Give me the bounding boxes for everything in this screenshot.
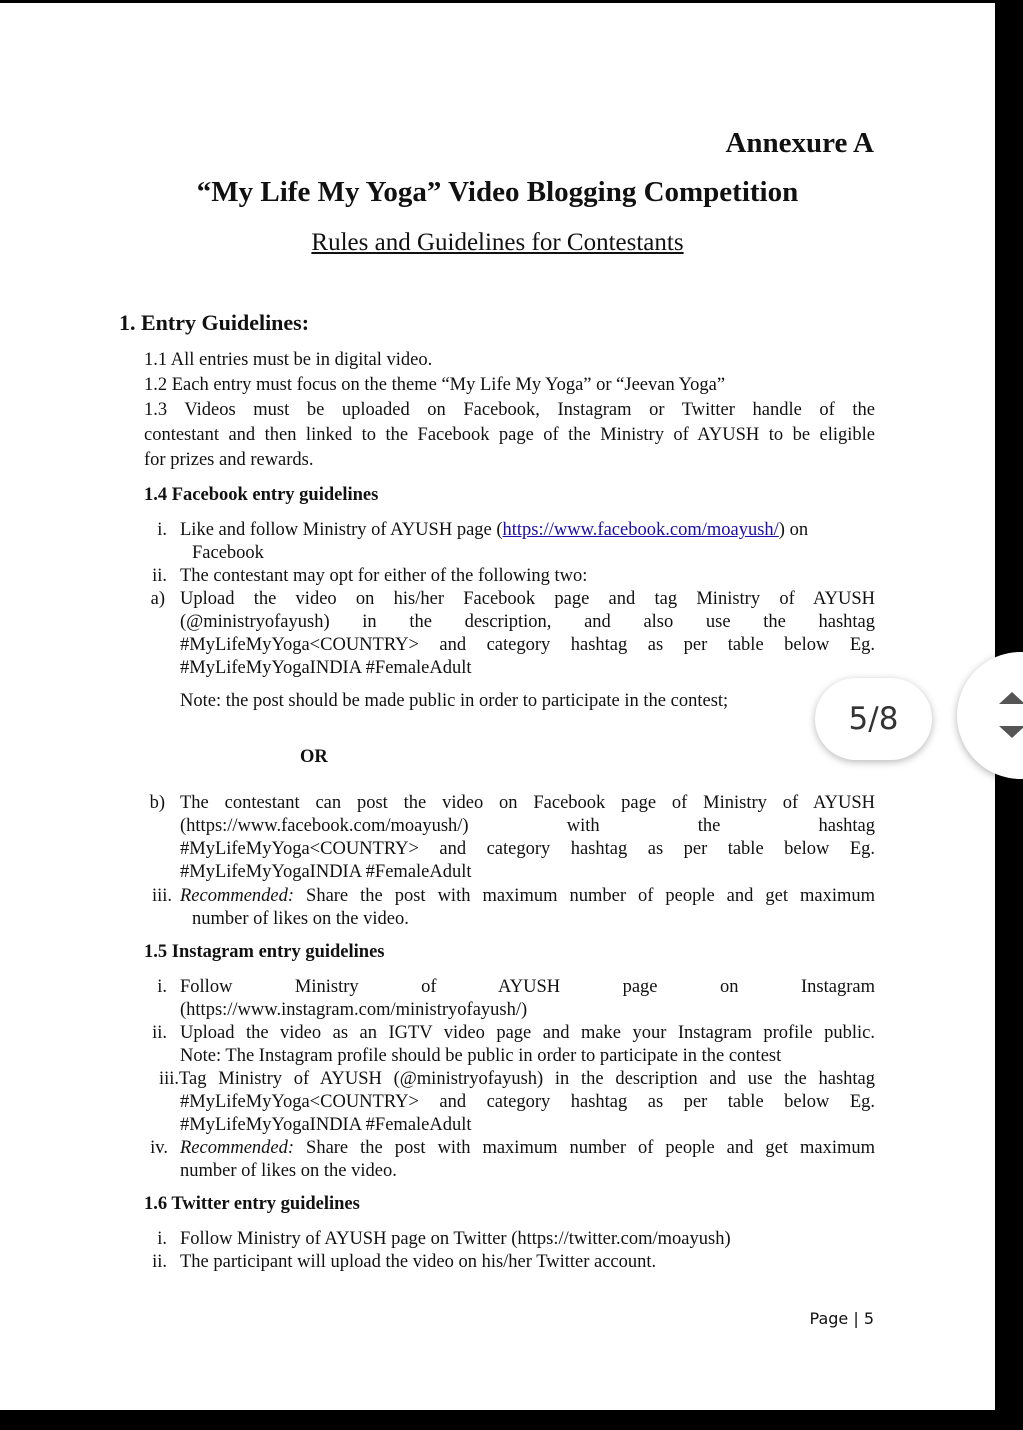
instagram-item-iii-line-3: #MyLifeMyYogaINDIA #FemaleAdult bbox=[180, 1115, 472, 1135]
instagram-item-iv-text: Share the post with maximum number of people and get maximum bbox=[294, 1138, 875, 1158]
triangle-down-icon bbox=[999, 726, 1023, 738]
facebook-item-i-text-pre: Like and follow Ministry of AYUSH page ( bbox=[180, 520, 503, 540]
paragraph-1-3-line-1: 1.3 Videos must be uploaded on Facebook, Instagram or Twitter handle of the bbox=[144, 400, 875, 420]
list-number: ii. bbox=[152, 1023, 167, 1043]
paragraph-1-1: 1.1 All entries must be in digital video. bbox=[144, 350, 433, 370]
facebook-option-a-line-2: (@ministryofayush) in the description, and also use the hashtag bbox=[180, 612, 875, 632]
twitter-item-ii: The participant will upload the video on his/her Twitter account. bbox=[180, 1252, 657, 1272]
facebook-option-b-line-2: (https://www.facebook.com/moayush/) with the hashtag bbox=[180, 816, 875, 836]
list-number: i. bbox=[157, 1229, 167, 1249]
annexure-label: Annexure A bbox=[725, 127, 874, 159]
facebook-option-b-line-3: #MyLifeMyYoga<COUNTRY> and category hashtag as per table below Eg. bbox=[180, 839, 875, 859]
recommended-label: Recommended: bbox=[180, 1138, 295, 1158]
paragraph-1-3-line-3: for prizes and rewards. bbox=[144, 450, 314, 470]
list-number: ii. bbox=[152, 1252, 167, 1272]
list-number: iii. bbox=[151, 886, 172, 906]
facebook-item-i-line-1 bbox=[180, 519, 875, 542]
instagram-item-ii-line-2: Note: The Instagram profile should be public in order to participate in the contest bbox=[180, 1046, 782, 1066]
facebook-option-b-line-1: The contestant can post the video on Facebook page of Ministry of AYUSH bbox=[180, 793, 875, 813]
heading-instagram-guidelines: 1.5 Instagram entry guidelines bbox=[144, 942, 385, 962]
list-letter: b) bbox=[149, 793, 165, 813]
list-number: i. bbox=[157, 977, 167, 997]
section-heading-entry-guidelines: 1. Entry Guidelines: bbox=[119, 310, 310, 335]
list-letter: a) bbox=[150, 589, 165, 609]
facebook-option-a-line-3: #MyLifeMyYoga<COUNTRY> and category hashtag as per table below Eg. bbox=[180, 635, 875, 655]
facebook-item-iii-text: Share the post with maximum number of people and get maximum bbox=[294, 886, 875, 906]
list-number: ii. bbox=[152, 566, 167, 586]
or-separator: OR bbox=[300, 747, 328, 767]
instagram-item-i-line-2: (https://www.instagram.com/ministryofayush/) bbox=[180, 1000, 528, 1020]
list-number: i. bbox=[157, 520, 167, 540]
instagram-item-iv-line-1 bbox=[180, 1137, 875, 1160]
document-subtitle: Rules and Guidelines for Contestants bbox=[311, 229, 684, 256]
paragraph-1-3-line-2: contestant and then linked to the Facebook page of the Ministry of AYUSH to be eligible bbox=[144, 425, 875, 445]
twitter-item-i: Follow Ministry of AYUSH page on Twitter (https://twitter.com/moayush) bbox=[180, 1229, 731, 1249]
facebook-option-a-line-1: Upload the video on his/her Facebook page and tag Ministry of AYUSH bbox=[180, 589, 875, 609]
heading-twitter-guidelines: 1.6 Twitter entry guidelines bbox=[144, 1194, 360, 1214]
facebook-item-i-text-post: ) on bbox=[778, 520, 809, 540]
heading-facebook-guidelines: 1.4 Facebook entry guidelines bbox=[144, 485, 379, 505]
paragraph-1-2: 1.2 Each entry must focus on the theme “My Life My Yoga” or “Jeevan Yoga” bbox=[144, 375, 726, 395]
facebook-note: Note: the post should be made public in order to participate in the contest; bbox=[180, 691, 729, 711]
facebook-option-a-line-4: #MyLifeMyYogaINDIA #FemaleAdult bbox=[180, 658, 472, 678]
recommended-label: Recommended: bbox=[180, 886, 295, 906]
facebook-item-iii-line-1 bbox=[180, 885, 875, 908]
facebook-page-link[interactable]: https://www.facebook.com/moayush/ bbox=[502, 520, 779, 540]
facebook-item-ii: The contestant may opt for either of the following two: bbox=[180, 566, 588, 586]
facebook-item-i-line-2: Facebook bbox=[192, 543, 264, 563]
page-indicator: 5/8 bbox=[815, 678, 932, 760]
facebook-item-iii-line-2: number of likes on the video. bbox=[192, 909, 409, 929]
list-number: iv. bbox=[150, 1138, 168, 1158]
document-title: “My Life My Yoga” Video Blogging Competition bbox=[196, 176, 799, 208]
instagram-item-iv-line-2: number of likes on the video. bbox=[180, 1161, 397, 1181]
instagram-item-ii-line-1: Upload the video as an IGTV video page and make your Instagram profile public. bbox=[180, 1023, 875, 1043]
triangle-up-icon bbox=[999, 692, 1023, 704]
facebook-option-b-line-4: #MyLifeMyYogaINDIA #FemaleAdult bbox=[180, 862, 472, 882]
instagram-item-i-line-1: Follow Ministry of AYUSH page on Instagram bbox=[180, 977, 875, 997]
instagram-item-iii-line-2: #MyLifeMyYoga<COUNTRY> and category hashtag as per table below Eg. bbox=[180, 1092, 875, 1112]
scroll-arrows-icon bbox=[999, 692, 1023, 738]
instagram-item-iii-line-1: iii.Tag Ministry of AYUSH (@ministryofayush) in the description and use the hashtag bbox=[159, 1069, 875, 1089]
page-footer-number: Page | 5 bbox=[809, 1309, 874, 1328]
